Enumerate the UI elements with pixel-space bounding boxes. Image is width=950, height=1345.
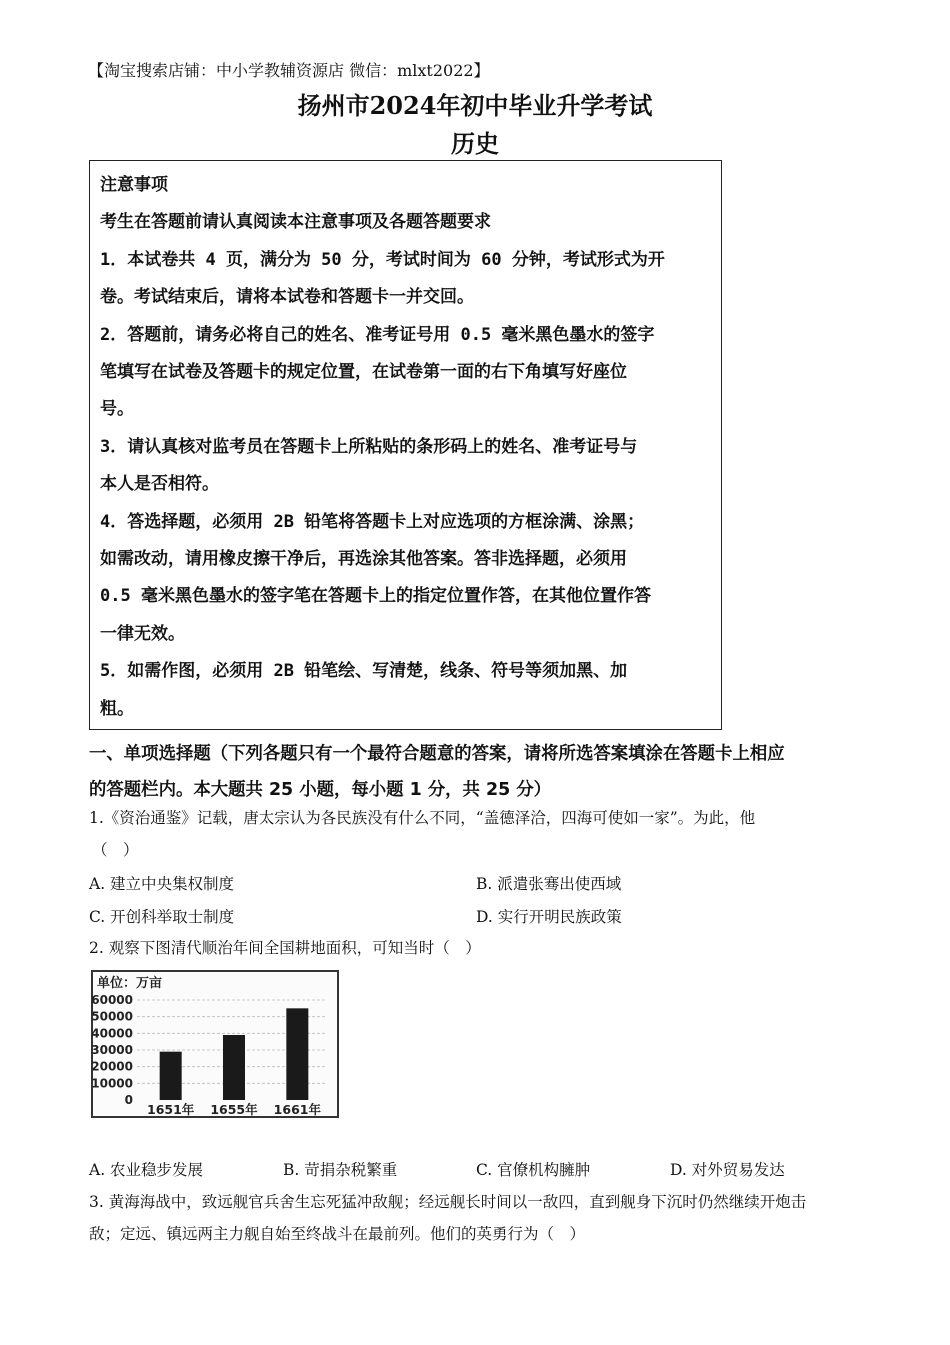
notice-line: 5．如需作图，必须用 2B 铅笔绘、写清楚，线条、符号等须加黑、加 xyxy=(100,661,628,682)
notice-line: 2．答题前，请务必将自己的姓名、准考证号用 0.5 毫米黑色墨水的签字 xyxy=(100,324,655,345)
question-1-option-b: B. 派遣张骞出使西域 xyxy=(476,875,622,893)
y-tick-label: 10000 xyxy=(91,1076,133,1091)
notice-line: 笔填写在试卷及答题卡的规定位置，在试卷第一面的右下角填写好座位 xyxy=(100,362,627,383)
notice-line: 如需改动，请用橡皮擦干净后，再选涂其他答案。答非选择题，必须用 xyxy=(100,549,627,570)
notice-line: 4．答选择题，必须用 2B 铅笔将答题卡上对应选项的方框涂满、涂黑； xyxy=(100,511,645,532)
question-1-option-a: A. 建立中央集权制度 xyxy=(89,875,235,893)
question-1-option-c: C. 开创科举取士制度 xyxy=(89,908,235,926)
notice-line: 注意事项 xyxy=(100,175,168,195)
section-heading-line: 的答题栏内。本大题共 25 小题，每小题 1 分，共 25 分） xyxy=(89,780,552,800)
y-tick-label: 0 xyxy=(124,1093,133,1107)
notice-line: 号。 xyxy=(100,399,134,420)
y-tick-label: 50000 xyxy=(91,1009,133,1024)
bar-1655年 xyxy=(223,1035,245,1100)
question-1-blank: （ ） xyxy=(92,841,139,859)
notice-line: 0.5 毫米黑色墨水的签字笔在答题卡上的指定位置作答，在其他位置作答 xyxy=(100,586,651,607)
farmland-chart-svg xyxy=(91,970,339,1118)
question-1-stem: 1.《资治通鉴》记载，唐太宗认为各民族没有什么不同，“盖德泽洽，四海可使如一家”。为此，他 xyxy=(89,809,756,827)
exam-title: 扬州市2024年初中毕业升学考试 xyxy=(297,91,653,120)
question-3-stem-cont: 敌；定远、镇远两主力舰自始至终战斗在最前列。他们的英勇行为（ ） xyxy=(89,1225,586,1243)
chart-unit-label: 单位：万亩 xyxy=(97,976,163,991)
notice-line: 3．请认真核对监考员在答题卡上所粘贴的条形码上的姓名、准考证号与 xyxy=(100,436,638,457)
section-heading-line: 一、单项选择题（下列各题只有一个最符合题意的答案，请将所选答案填涂在答题卡上相应 xyxy=(89,744,785,764)
question-2-option-b: B. 苛捐杂税繁重 xyxy=(283,1161,398,1179)
question-2-option-a: A. 农业稳步发展 xyxy=(89,1161,204,1179)
notice-line: 一律无效。 xyxy=(100,623,185,644)
y-tick-label: 60000 xyxy=(91,993,133,1007)
bar-1651年 xyxy=(160,1052,182,1100)
farmland-chart xyxy=(91,970,339,1118)
question-3-stem: 3. 黄海海战中，致远舰官兵舍生忘死猛冲敌舰；经远舰长时间以一敌四，直到舰身下沉时仍然继续开炮击 xyxy=(89,1193,807,1211)
notice-line: 1．本试卷共 4 页，满分为 50 分，考试时间为 60 分钟，考试形式为开 xyxy=(100,249,665,270)
notice-line: 卷。考试结束后，请将本试卷和答题卡一并交回。 xyxy=(100,287,474,308)
question-1-option-d: D. 实行开明民族政策 xyxy=(476,908,622,926)
question-2-option-c: C. 官僚机构臃肿 xyxy=(476,1161,591,1179)
x-tick-label: 1651年 xyxy=(147,1102,195,1117)
question-2-option-d: D. 对外贸易发达 xyxy=(670,1161,785,1179)
notice-line: 考生在答题前请认真阅读本注意事项及各题答题要求 xyxy=(100,212,491,233)
header-note: 【淘宝搜索店铺：中小学教辅资源店 微信：mlxt2022】 xyxy=(88,61,490,80)
y-tick-label: 40000 xyxy=(91,1026,133,1041)
bar-1661年 xyxy=(286,1008,308,1100)
y-tick-label: 30000 xyxy=(91,1043,133,1057)
y-tick-label: 20000 xyxy=(91,1059,133,1074)
notice-line: 粗。 xyxy=(100,698,134,719)
x-tick-label: 1661年 xyxy=(273,1102,321,1117)
question-2-stem: 2. 观察下图清代顺治年间全国耕地面积，可知当时（ ） xyxy=(89,939,481,957)
notice-line: 本人是否相符。 xyxy=(100,474,219,495)
x-tick-label: 1655年 xyxy=(210,1102,258,1117)
exam-subject: 历史 xyxy=(451,129,499,158)
notice-box xyxy=(89,160,722,730)
section-heading xyxy=(89,736,869,808)
